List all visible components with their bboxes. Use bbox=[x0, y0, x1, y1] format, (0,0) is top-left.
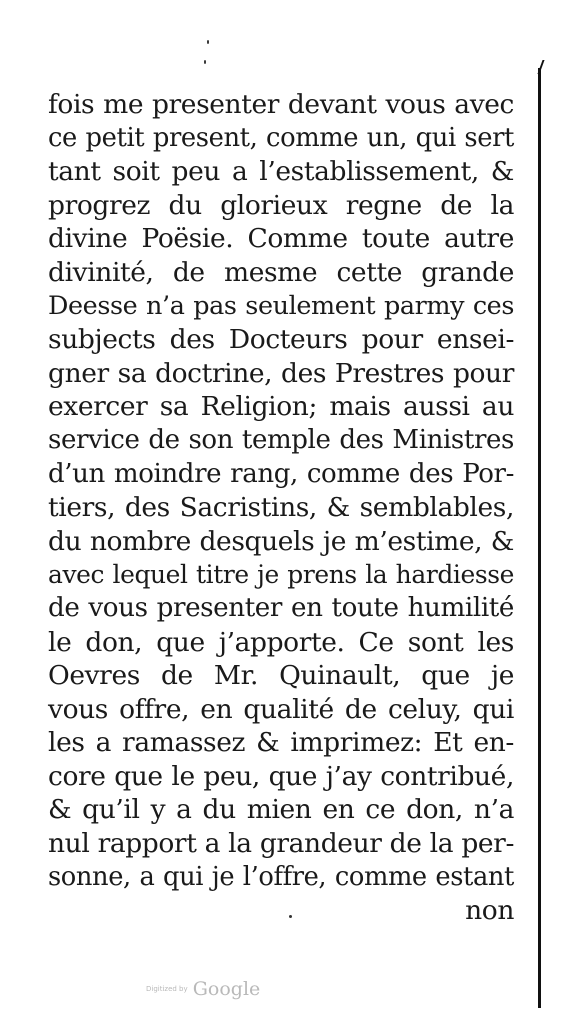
google-logo: Google bbox=[192, 978, 261, 1000]
text-line: core que le peu, que j’ay contribué, bbox=[48, 760, 514, 792]
page-edge-rule bbox=[538, 68, 541, 1008]
text-line: le don, que j’apporte. Ce sont les bbox=[48, 626, 514, 658]
text-line: gner sa doctrine, des Prestres pour bbox=[48, 357, 514, 389]
text-line: divinité, de mesme cette grande bbox=[48, 256, 514, 288]
ink-speck bbox=[207, 40, 209, 44]
text-line: de vous presenter en toute humilité bbox=[48, 592, 514, 623]
ink-speck bbox=[204, 60, 206, 64]
text-line: Oevres de Mr. Quinault, que je bbox=[48, 660, 514, 692]
watermark-prefix: Digitized by bbox=[146, 985, 188, 993]
text-line: tant soit peu a l’establissement, & bbox=[48, 156, 514, 188]
text-line: nul rapport a la grandeur de la per- bbox=[48, 828, 514, 860]
text-line: progrez du glorieux regne de la bbox=[48, 189, 514, 221]
text-line: les a ramassez & imprimez: Et en- bbox=[48, 727, 514, 759]
text-line: divine Poësie. Comme toute autre bbox=[48, 223, 514, 255]
text-line: sonne, a qui je l’offre, comme estant bbox=[48, 861, 514, 892]
text-line: service de son temple des Ministres bbox=[48, 424, 514, 455]
text-line: fois me presenter devant vous avec bbox=[48, 89, 514, 120]
text-line: exercer sa Religion; mais aussi au bbox=[48, 391, 514, 423]
text-line: d’un moindre rang, comme des Por- bbox=[48, 458, 514, 489]
text-line: avec lequel titre je prens la hardiesse bbox=[48, 560, 514, 590]
body-text bbox=[48, 88, 514, 928]
text-line: vous offre, en qualité de celuy, qui bbox=[48, 693, 514, 725]
text-line: du nombre desquels je m’estime, & bbox=[48, 525, 514, 557]
text-line: subjects des Docteurs pour ensei- bbox=[48, 324, 514, 356]
text-line: tiers, des Sacristins, & semblables, bbox=[48, 492, 514, 524]
digitized-watermark bbox=[146, 978, 260, 1000]
text-line: ce petit present, comme un, qui sert bbox=[48, 122, 514, 153]
catchword: non bbox=[465, 895, 514, 927]
text-line: & qu’il y a du mien en ce don, n’a bbox=[48, 794, 514, 826]
text-line: Deesse n’a pas seulement parmy ces bbox=[48, 290, 514, 321]
